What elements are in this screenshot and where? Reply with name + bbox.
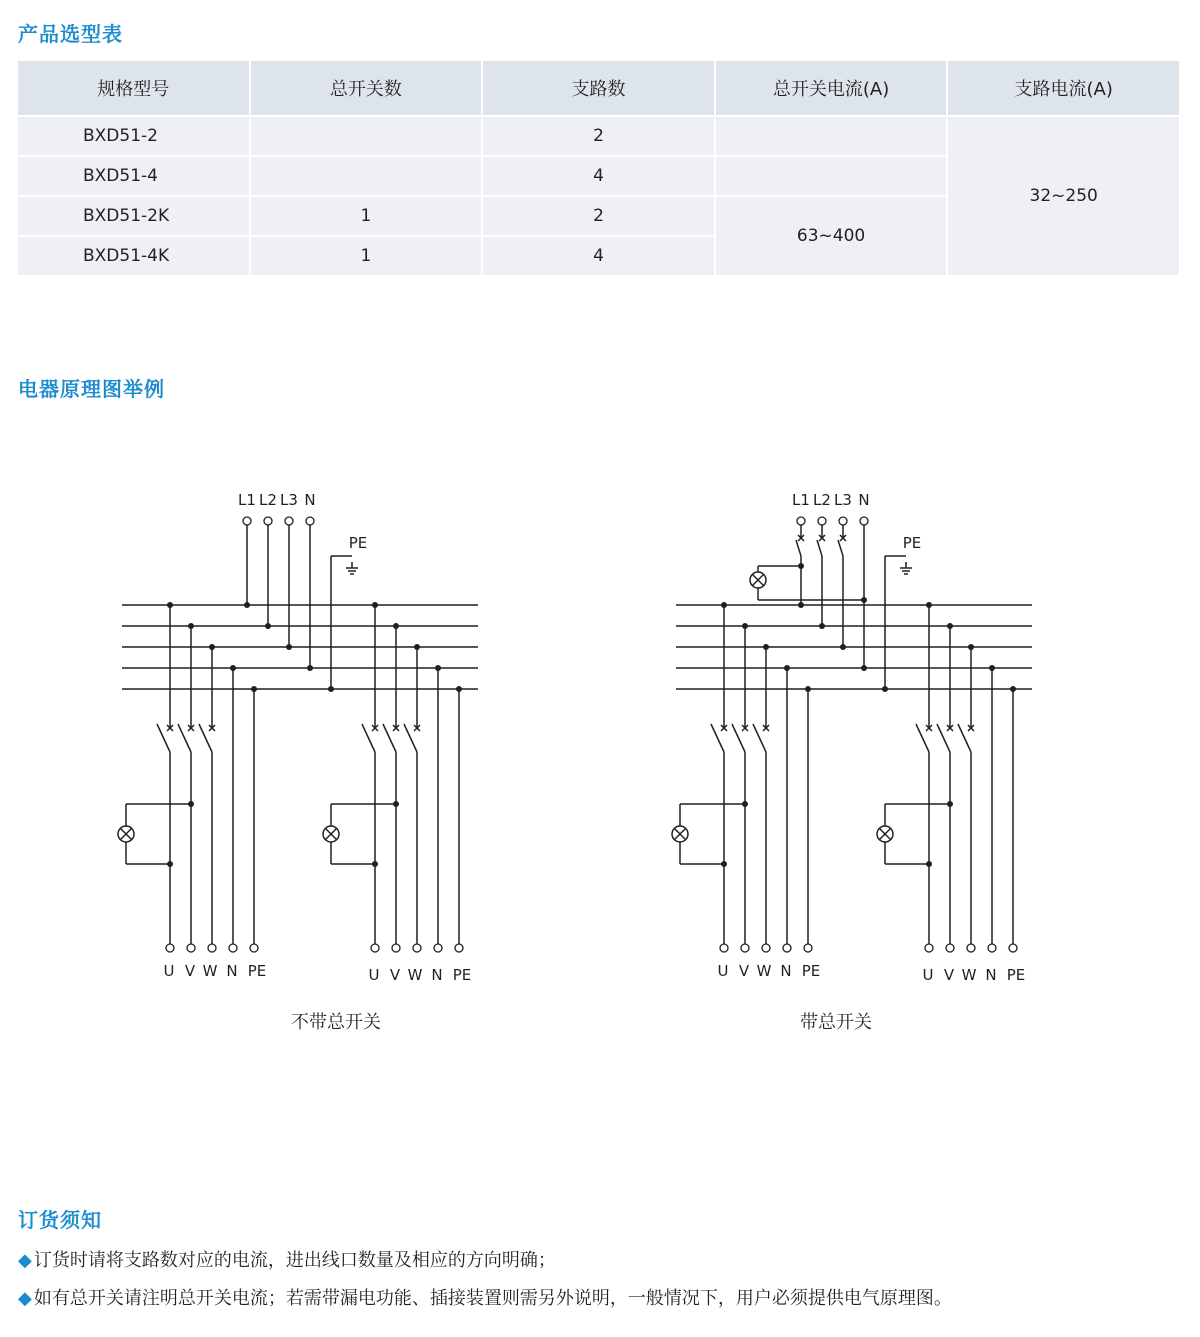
cell-main-switches: [251, 117, 482, 155]
breaker-blade: [796, 540, 801, 556]
output-label: W: [961, 966, 977, 984]
terminal-circle: [860, 517, 868, 525]
header-main-switches: 总开关数: [251, 61, 482, 115]
terminal-circle: [783, 944, 791, 952]
note-text: 订货时请将支路数对应的电流，进出线口数量及相应的方向明确；: [33, 1250, 556, 1271]
input-label: L2: [259, 491, 277, 509]
pe-label: PE: [902, 534, 922, 552]
junction-dot: [882, 686, 888, 692]
terminal-circle: [762, 944, 770, 952]
output-label: N: [431, 966, 443, 984]
breaker-blade: [958, 724, 971, 752]
header-branches: 支路数: [483, 61, 714, 115]
input-label: L1: [238, 491, 256, 509]
terminal-circle: [741, 944, 749, 952]
table-row: [18, 117, 1179, 155]
caption-with-main-switch: 带总开关: [800, 1012, 872, 1033]
breaker-blade: [817, 540, 822, 556]
terminal-circle: [434, 944, 442, 952]
diamond-bullet-icon: ◆: [18, 1288, 32, 1309]
output-label: PE: [1006, 966, 1026, 984]
junction-dot: [861, 665, 867, 671]
junction-dot: [798, 602, 804, 608]
junction-dot: [840, 644, 846, 650]
breaker-blade: [199, 724, 212, 752]
section-title-selection: 产品选型表: [18, 22, 123, 46]
breaker-blade: [157, 724, 170, 752]
cell-model: BXD51-2: [18, 117, 249, 155]
breaker-blade: [732, 724, 745, 752]
input-label: N: [304, 491, 316, 509]
output-label: N: [780, 962, 792, 980]
header-model: 规格型号: [18, 61, 249, 115]
terminal-circle: [208, 944, 216, 952]
cell-model: BXD51-4K: [18, 237, 249, 275]
terminal-circle: [925, 944, 933, 952]
header-branch-current: 支路电流(A): [948, 61, 1179, 115]
breaker-blade: [753, 724, 766, 752]
output-label: N: [226, 962, 238, 980]
output-label: W: [407, 966, 423, 984]
junction-dot: [328, 686, 334, 692]
terminal-circle: [243, 517, 251, 525]
output-label: V: [738, 962, 750, 980]
terminal-circle: [392, 944, 400, 952]
input-label: N: [858, 491, 870, 509]
output-label: U: [922, 966, 934, 984]
terminal-circle: [187, 944, 195, 952]
breaker-blade: [838, 540, 843, 556]
terminal-circle: [371, 944, 379, 952]
output-label: W: [202, 962, 218, 980]
cell-branches: 2: [483, 117, 714, 155]
note-item: [18, 1280, 952, 1318]
diamond-bullet-icon: ◆: [18, 1250, 32, 1271]
note-text: 如有总开关请注明总开关电流；若需带漏电功能、插接装置则需另外说明，一般情况下，用户必须提供电气原理图。: [33, 1288, 952, 1309]
junction-dot: [265, 623, 271, 629]
cell-main-current-empty: [716, 117, 947, 155]
terminal-circle: [1009, 944, 1017, 952]
section-title-ordering: 订货须知: [18, 1208, 102, 1232]
junction-dot: [286, 644, 292, 650]
breaker-blade: [178, 724, 191, 752]
output-label: U: [368, 966, 380, 984]
output-label: U: [717, 962, 729, 980]
cell-branches: 4: [483, 237, 714, 275]
cell-model: BXD51-4: [18, 157, 249, 195]
breaker-blade: [383, 724, 396, 752]
terminal-circle: [229, 944, 237, 952]
output-label: PE: [247, 962, 267, 980]
cell-main-current: 63~400: [716, 197, 947, 275]
terminal-circle: [818, 517, 826, 525]
output-label: N: [985, 966, 997, 984]
terminal-circle: [264, 517, 272, 525]
ordering-notes: [18, 1242, 952, 1318]
header-main-current: 总开关电流(A): [716, 61, 947, 115]
terminal-circle: [967, 944, 975, 952]
terminal-circle: [797, 517, 805, 525]
breaker-blade: [404, 724, 417, 752]
terminal-circle: [250, 944, 258, 952]
pe-label: PE: [348, 534, 368, 552]
terminal-circle: [166, 944, 174, 952]
terminal-circle: [839, 517, 847, 525]
cell-main-current-empty: [716, 157, 947, 195]
terminal-circle: [804, 944, 812, 952]
cell-branches: 4: [483, 157, 714, 195]
breaker-blade: [937, 724, 950, 752]
output-label: V: [943, 966, 955, 984]
output-label: V: [184, 962, 196, 980]
cell-branches: 2: [483, 197, 714, 235]
cell-model: BXD51-2K: [18, 197, 249, 235]
breaker-blade: [916, 724, 929, 752]
terminal-circle: [285, 517, 293, 525]
cell-main-switches: 1: [251, 237, 482, 275]
caption-without-main-switch: 不带总开关: [291, 1012, 381, 1033]
junction-dot: [307, 665, 313, 671]
terminal-circle: [720, 944, 728, 952]
junction-dot: [819, 623, 825, 629]
cell-main-switches: [251, 157, 482, 195]
output-label: V: [389, 966, 401, 984]
terminal-circle: [413, 944, 421, 952]
terminal-circle: [946, 944, 954, 952]
note-item: [18, 1242, 952, 1280]
breaker-blade: [362, 724, 375, 752]
junction-dot: [244, 602, 250, 608]
cell-branch-current: 32~250: [948, 117, 1179, 275]
input-label: L3: [280, 491, 298, 509]
input-label: L2: [813, 491, 831, 509]
output-label: U: [163, 962, 175, 980]
section-title-schematic: 电器原理图举例: [18, 377, 165, 401]
output-label: PE: [452, 966, 472, 984]
output-label: W: [756, 962, 772, 980]
table-header-row: [18, 61, 1179, 115]
breaker-blade: [711, 724, 724, 752]
input-label: L1: [792, 491, 810, 509]
terminal-circle: [455, 944, 463, 952]
output-label: PE: [801, 962, 821, 980]
selection-table: [16, 59, 1181, 277]
schematic-diagrams: [0, 420, 1200, 1040]
input-label: L3: [834, 491, 852, 509]
cell-main-switches: 1: [251, 197, 482, 235]
terminal-circle: [988, 944, 996, 952]
terminal-circle: [306, 517, 314, 525]
